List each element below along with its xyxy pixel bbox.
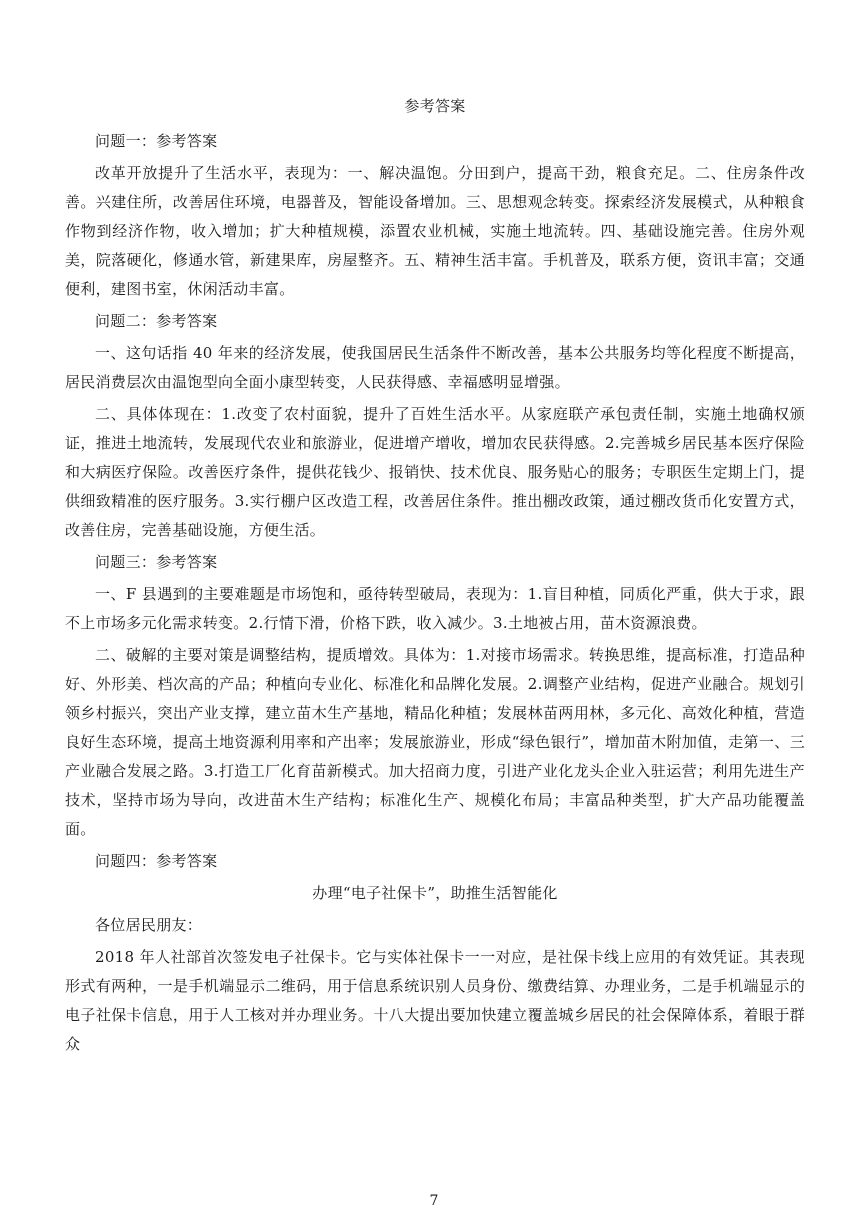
section-3-paragraph-1: 一、F 县遇到的主要难题是市场饱和，亟待转型破局，表现为：1.盲目种植，同质化严重，供大于求，跟不上市场多元化需求转变。2.行情下滑，价格下跌，收入减少。3.土地被占用，苗木资源浪费。 [65,585,805,632]
section-heading-1: 问题一：参考答案 [95,132,218,150]
document-body [65,92,805,1059]
section-4-paragraph-1: 2018 年人社部首次签发电子社保卡。它与实体社保卡一一对应，是社保卡线上应用的有效凭证。其表现形式有两种，一是手机端显示二维码，用于信息系统识别人员身份、缴费结算、办理业务，二是手机端显示的电子社保卡信息，用于人工核对并办理业务。十八大提出要加快建立覆盖城乡居民的社会保障体系，着眼于群众 [65,948,805,1053]
section-2-paragraph-2: 二、具体体现在：1.改变了农村面貌，提升了百姓生活水平。从家庭联产承包责任制，实施土地确权颁证，推进土地流转，发展现代农业和旅游业，促进增产增收，增加农民获得感。2.完善城乡居民基本医疗保险和大病医疗保险。改善医疗条件，提供花钱少、报销快、技术优良、服务贴心的服务；专职医生定期上门，提供细致精准的医疗服务。3.实行棚户区改造工程，改善居住条件。推出棚改政策，通过棚改货币化安置方式，改善住房，完善基础设施，方便生活。 [65,405,805,539]
section-2-paragraph-1: 一、这句话指 40 年来的经济发展，使我国居民生活条件不断改善，基本公共服务均等化程度不断提高，居民消费层次由温饱型向全面小康型转变，人民获得感、幸福感明显增强。 [65,344,805,391]
section-4-salutation: 各位居民朋友： [95,916,203,934]
section-heading-2: 问题二：参考答案 [95,312,218,330]
section-1-paragraph-1: 改革开放提升了生活水平，表现为：一、解决温饱。分田到户，提高干劲，粮食充足。二、住房条件改善。兴建住所，改善居住环境，电器普及，智能设备增加。三、思想观念转变。探索经济发展模式，从种粮食作物到经济作物，收入增加；扩大种植规模，添置农业机械，实施土地流转。四、基础设施完善。住房外观美，院落硬化，修通水管，新建果库，房屋整齐。五、精神生活丰富。手机普及，联系方便，资讯丰富；交通便利，建图书室，休闲活动丰富。 [65,164,805,298]
section-4-subtitle: 办理“电子社保卡”，助推生活智能化 [312,884,558,902]
document-title: 参考答案 [404,97,466,115]
section-3-paragraph-2: 二、破解的主要对策是调整结构，提质增效。具体为：1.对接市场需求。转换思维，提高标准，打造品种好、外形美、档次高的产品；种植向专业化、标准化和品牌化发展。2.调整产业结构，促进产业融合。规划引领乡村振兴，突出产业支撑，建立苗木生产基地，精品化种植；发展林苗两用林，多元化、高效化种植，营造良好生态环境，提高土地资源利用率和产出率；发展旅游业，形成“绿色银行”，增加苗木附加值，走第一、三产业融合发展之路。3.打造工厂化育苗新模式。加大招商力度，引进产业化龙头企业入驻运营；利用先进生产技术，坚持市场为导向，改进苗木生产结构；标准化生产、规模化布局；丰富品种类型，扩大产品功能覆盖面。 [65,646,805,838]
section-heading-4: 问题四：参考答案 [95,852,218,870]
section-heading-3: 问题三：参考答案 [95,553,218,571]
page-number: 7 [429,1193,439,1209]
